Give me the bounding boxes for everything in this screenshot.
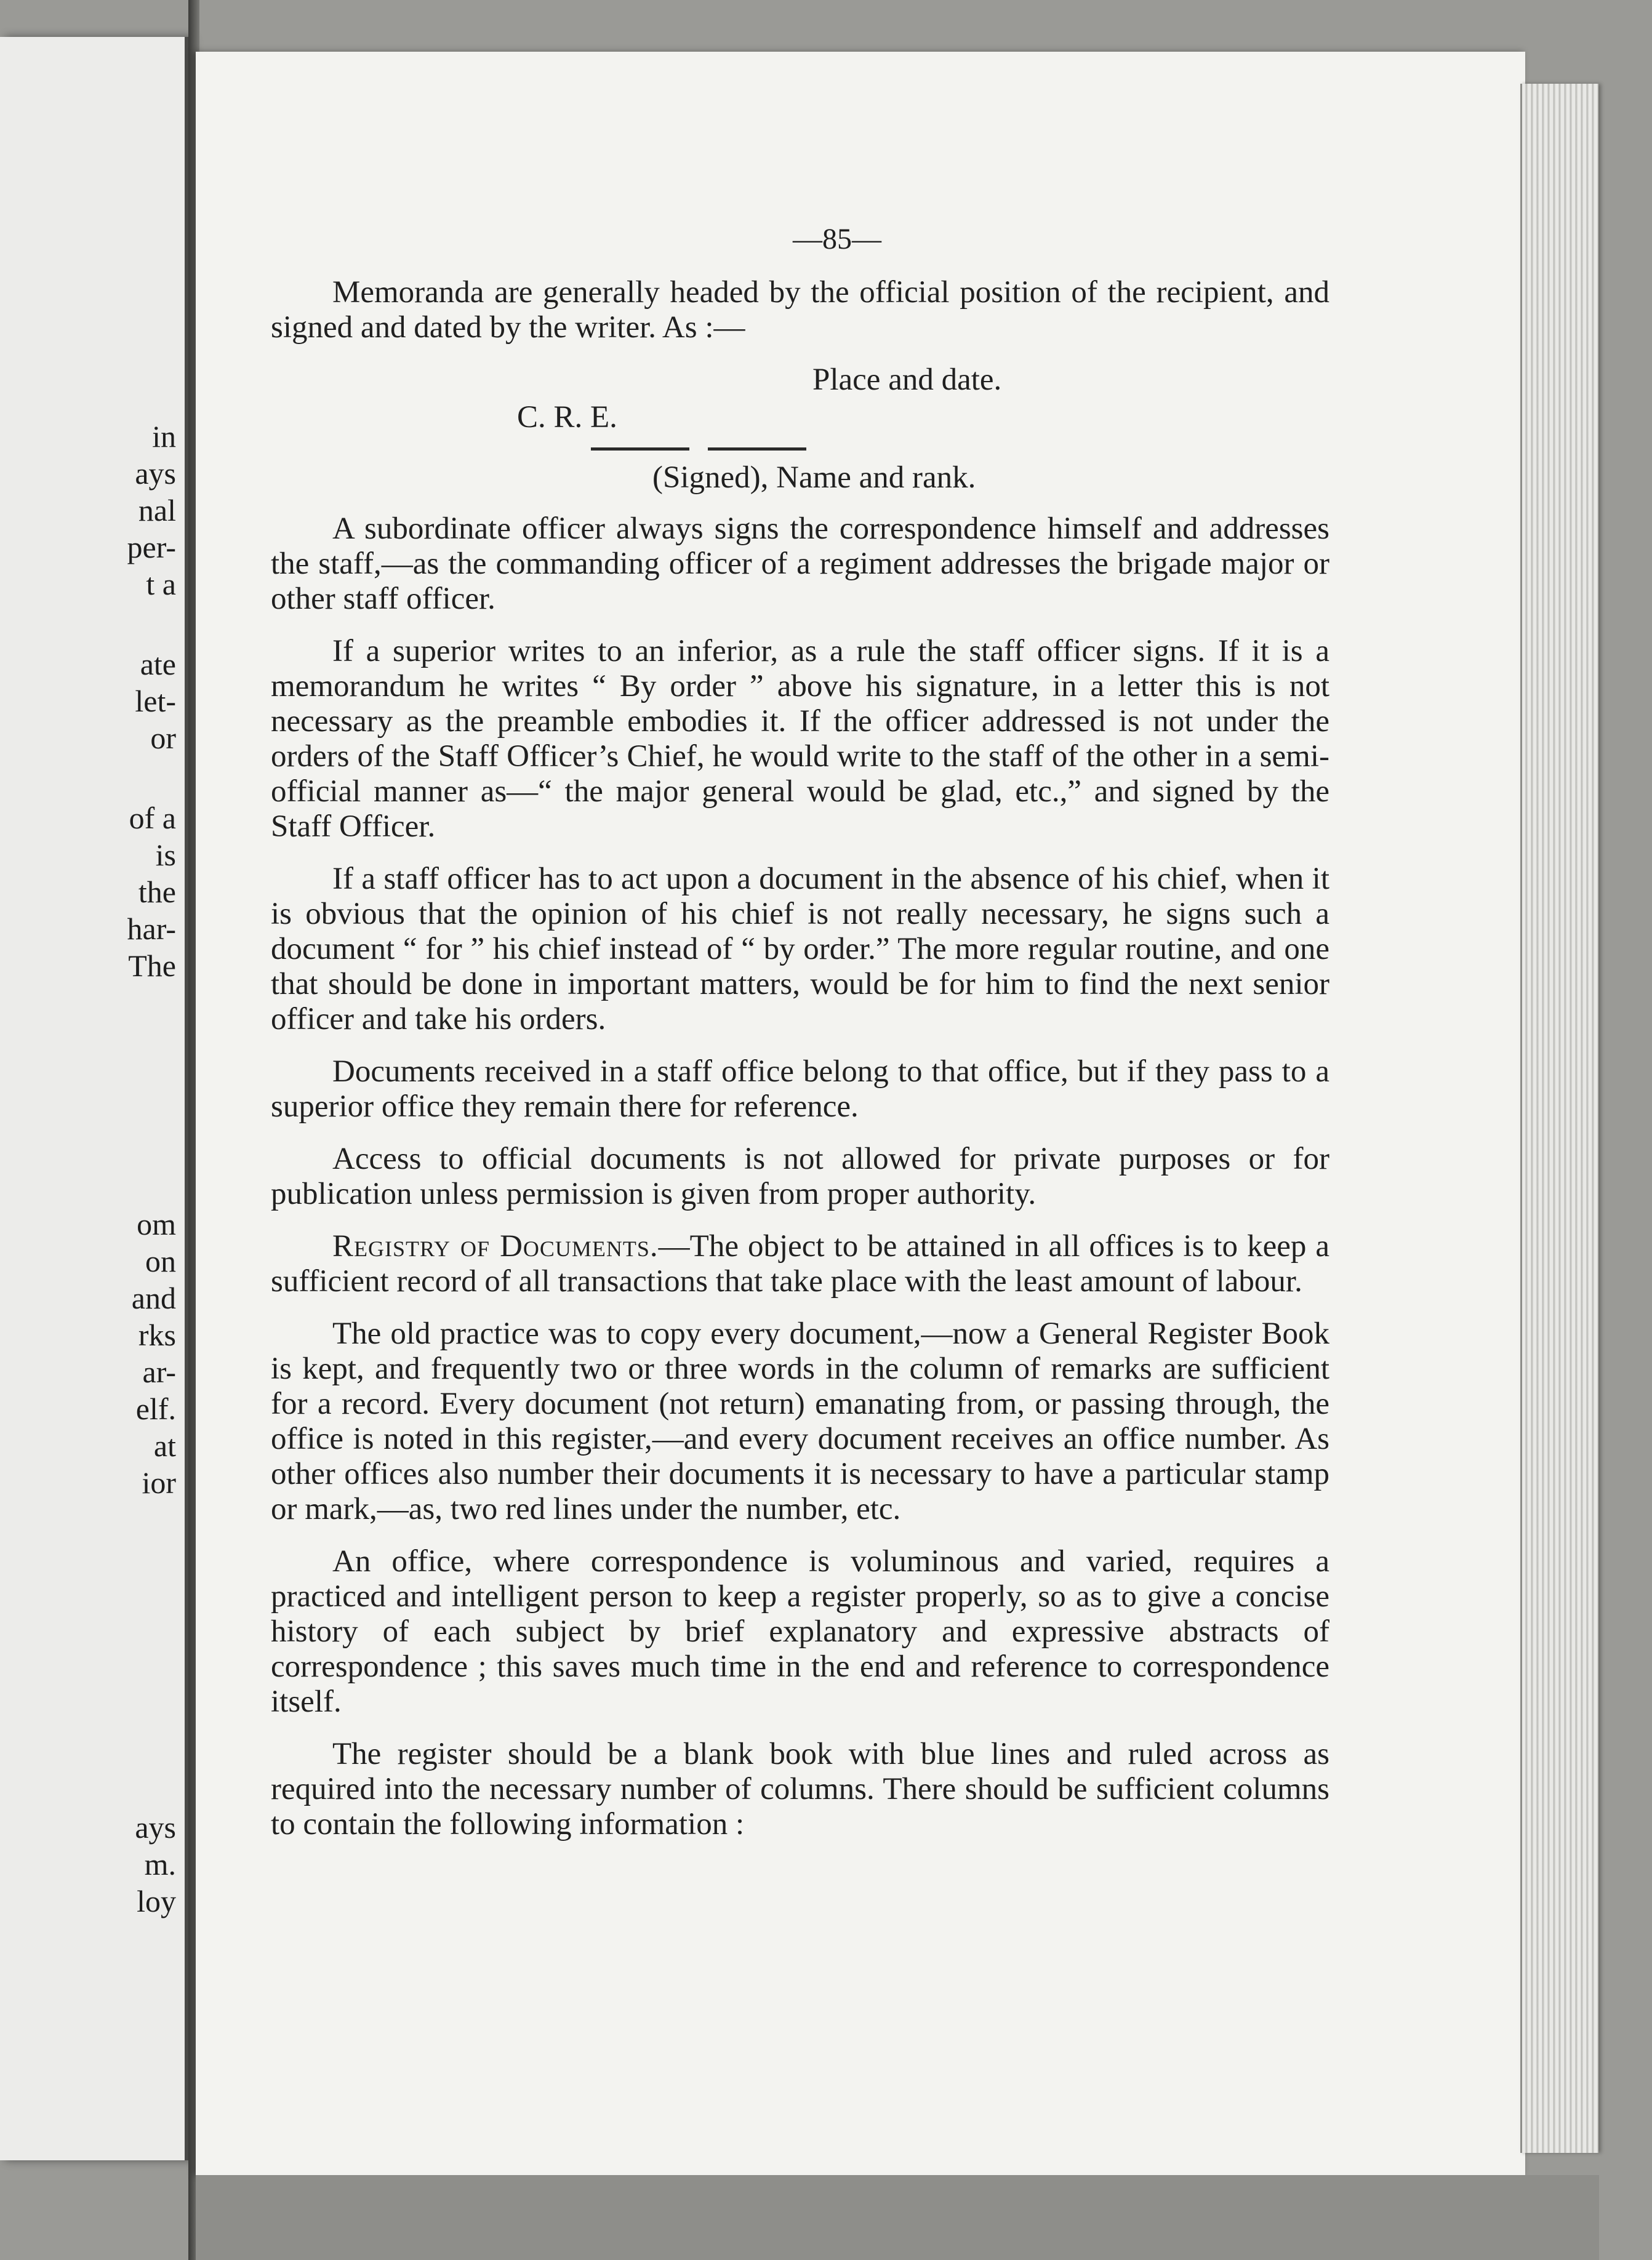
facing-page-fragment: t a: [146, 567, 176, 601]
memo-signature: (Signed), Name and rank.: [652, 460, 976, 495]
rule-line: [591, 447, 689, 451]
paragraph-old-practice: The old practice was to copy every document,—now a General Register Book is kept, and frequently two or three words in the column of remarks are sufficient for a record. Every document (not return) emanating from, or passing through, the office is noted in this register,—and every document receives an office number. As other offices also number their documents it is necessary to have a particular stamp or mark,—as, two red lines under the number, etc.: [271, 1316, 1329, 1526]
page-edges: [1520, 84, 1598, 2153]
facing-page-fragment: per-: [127, 530, 176, 564]
facing-page-fragment: rks: [138, 1318, 176, 1352]
facing-page-fragment: ior: [142, 1465, 176, 1500]
paragraph-documents-received: Documents received in a staff office belong to that office, but if they pass to a superior office they remain there for reference.: [271, 1054, 1329, 1124]
facing-page-fragment: at: [153, 1429, 176, 1463]
facing-page-fragment: The: [128, 948, 176, 983]
paragraph-voluminous-office: An office, where correspondence is voluminous and varied, requires a practiced and intelligent person to keep a register properly, so as to give a concise history of each subject by brief explanatory and expressive abstracts of correspondence ; this saves much time in the end and reference to correspondence itself.: [271, 1544, 1329, 1719]
facing-page-fragment: ar-: [142, 1355, 176, 1389]
memo-signature-rules: [591, 447, 1329, 451]
facing-page-fragment: on: [145, 1244, 176, 1278]
page-content: [271, 222, 1329, 1859]
facing-page-fragment: om: [137, 1207, 176, 1241]
facing-page: [0, 37, 188, 2160]
facing-page-fragment: in: [152, 419, 176, 454]
scan-bottom-margin: [196, 2175, 1599, 2260]
facing-page-fragment: ate: [140, 647, 176, 681]
rule-line: [708, 447, 806, 451]
paragraph-superior-writes: If a superior writes to an inferior, as a rule the staff officer signs. If it is a memorandum he writes “ By order ” above his signature, in a letter this is not necessary as the preamble embodies it. If the officer addressed is not under the orders of the Staff Officer’s Chief, he would write to the staff of the other in a semi-official manner as—“ the major general would be glad, etc.,” and signed by the Staff Officer.: [271, 634, 1329, 844]
facing-page-fragment: elf.: [135, 1392, 176, 1426]
facing-page-fragment: is: [155, 838, 176, 872]
memo-place-date: Place and date.: [812, 363, 1002, 397]
page-number: —85—: [793, 223, 881, 255]
facing-page-fragment: nal: [138, 493, 176, 527]
paragraph-subordinate-officer: A subordinate officer always signs the correspondence himself and addresses the staff,—as the commanding officer of a regiment addresses the brigade major or other staff officer.: [271, 511, 1329, 616]
facing-page-fragment: or: [150, 721, 176, 755]
facing-page-fragment: of a: [129, 801, 176, 835]
memo-recipient: C. R. E.: [517, 400, 617, 435]
facing-page-fragment: the: [138, 875, 176, 909]
memo-intro-paragraph: Memoranda are generally headed by the official position of the recipient, and signed and dated by the writer. As :—: [271, 275, 1329, 345]
facing-page-fragment: ays: [135, 1810, 176, 1845]
facing-page-fragment: and: [131, 1281, 176, 1315]
facing-page-fragment: ays: [135, 456, 176, 491]
facing-page-fragment: let-: [135, 684, 176, 718]
registry-heading: Registry of Documents.: [332, 1229, 659, 1264]
facing-page-fragment: loy: [137, 1884, 176, 1918]
registry-body: —The object to be attained in all offices is to keep a sufficient record of all transactions that take place with the least amount of labour.: [271, 1229, 1329, 1299]
paragraph-register-book: The register should be a blank book with blue lines and ruled across as required into the necessary number of columns. There should be sufficient columns to contain the following information :: [271, 1737, 1329, 1841]
facing-page-fragment: m.: [144, 1847, 176, 1881]
paragraph-registry: [271, 1229, 1329, 1299]
paragraph-access-to-documents: Access to official documents is not allowed for private purposes or for publication unless permission is given from proper authority.: [271, 1142, 1329, 1211]
facing-page-fragment: har-: [127, 912, 176, 946]
paragraph-absence-of-chief: If a staff officer has to act upon a document in the absence of his chief, when it is obvious that the opinion of his chief is not really necessary, he signs such a document “ for ” his chief instead of “ by order.” The more regular routine, and one that should be done in important matters, would be for him to find the next senior officer and take his orders.: [271, 862, 1329, 1036]
